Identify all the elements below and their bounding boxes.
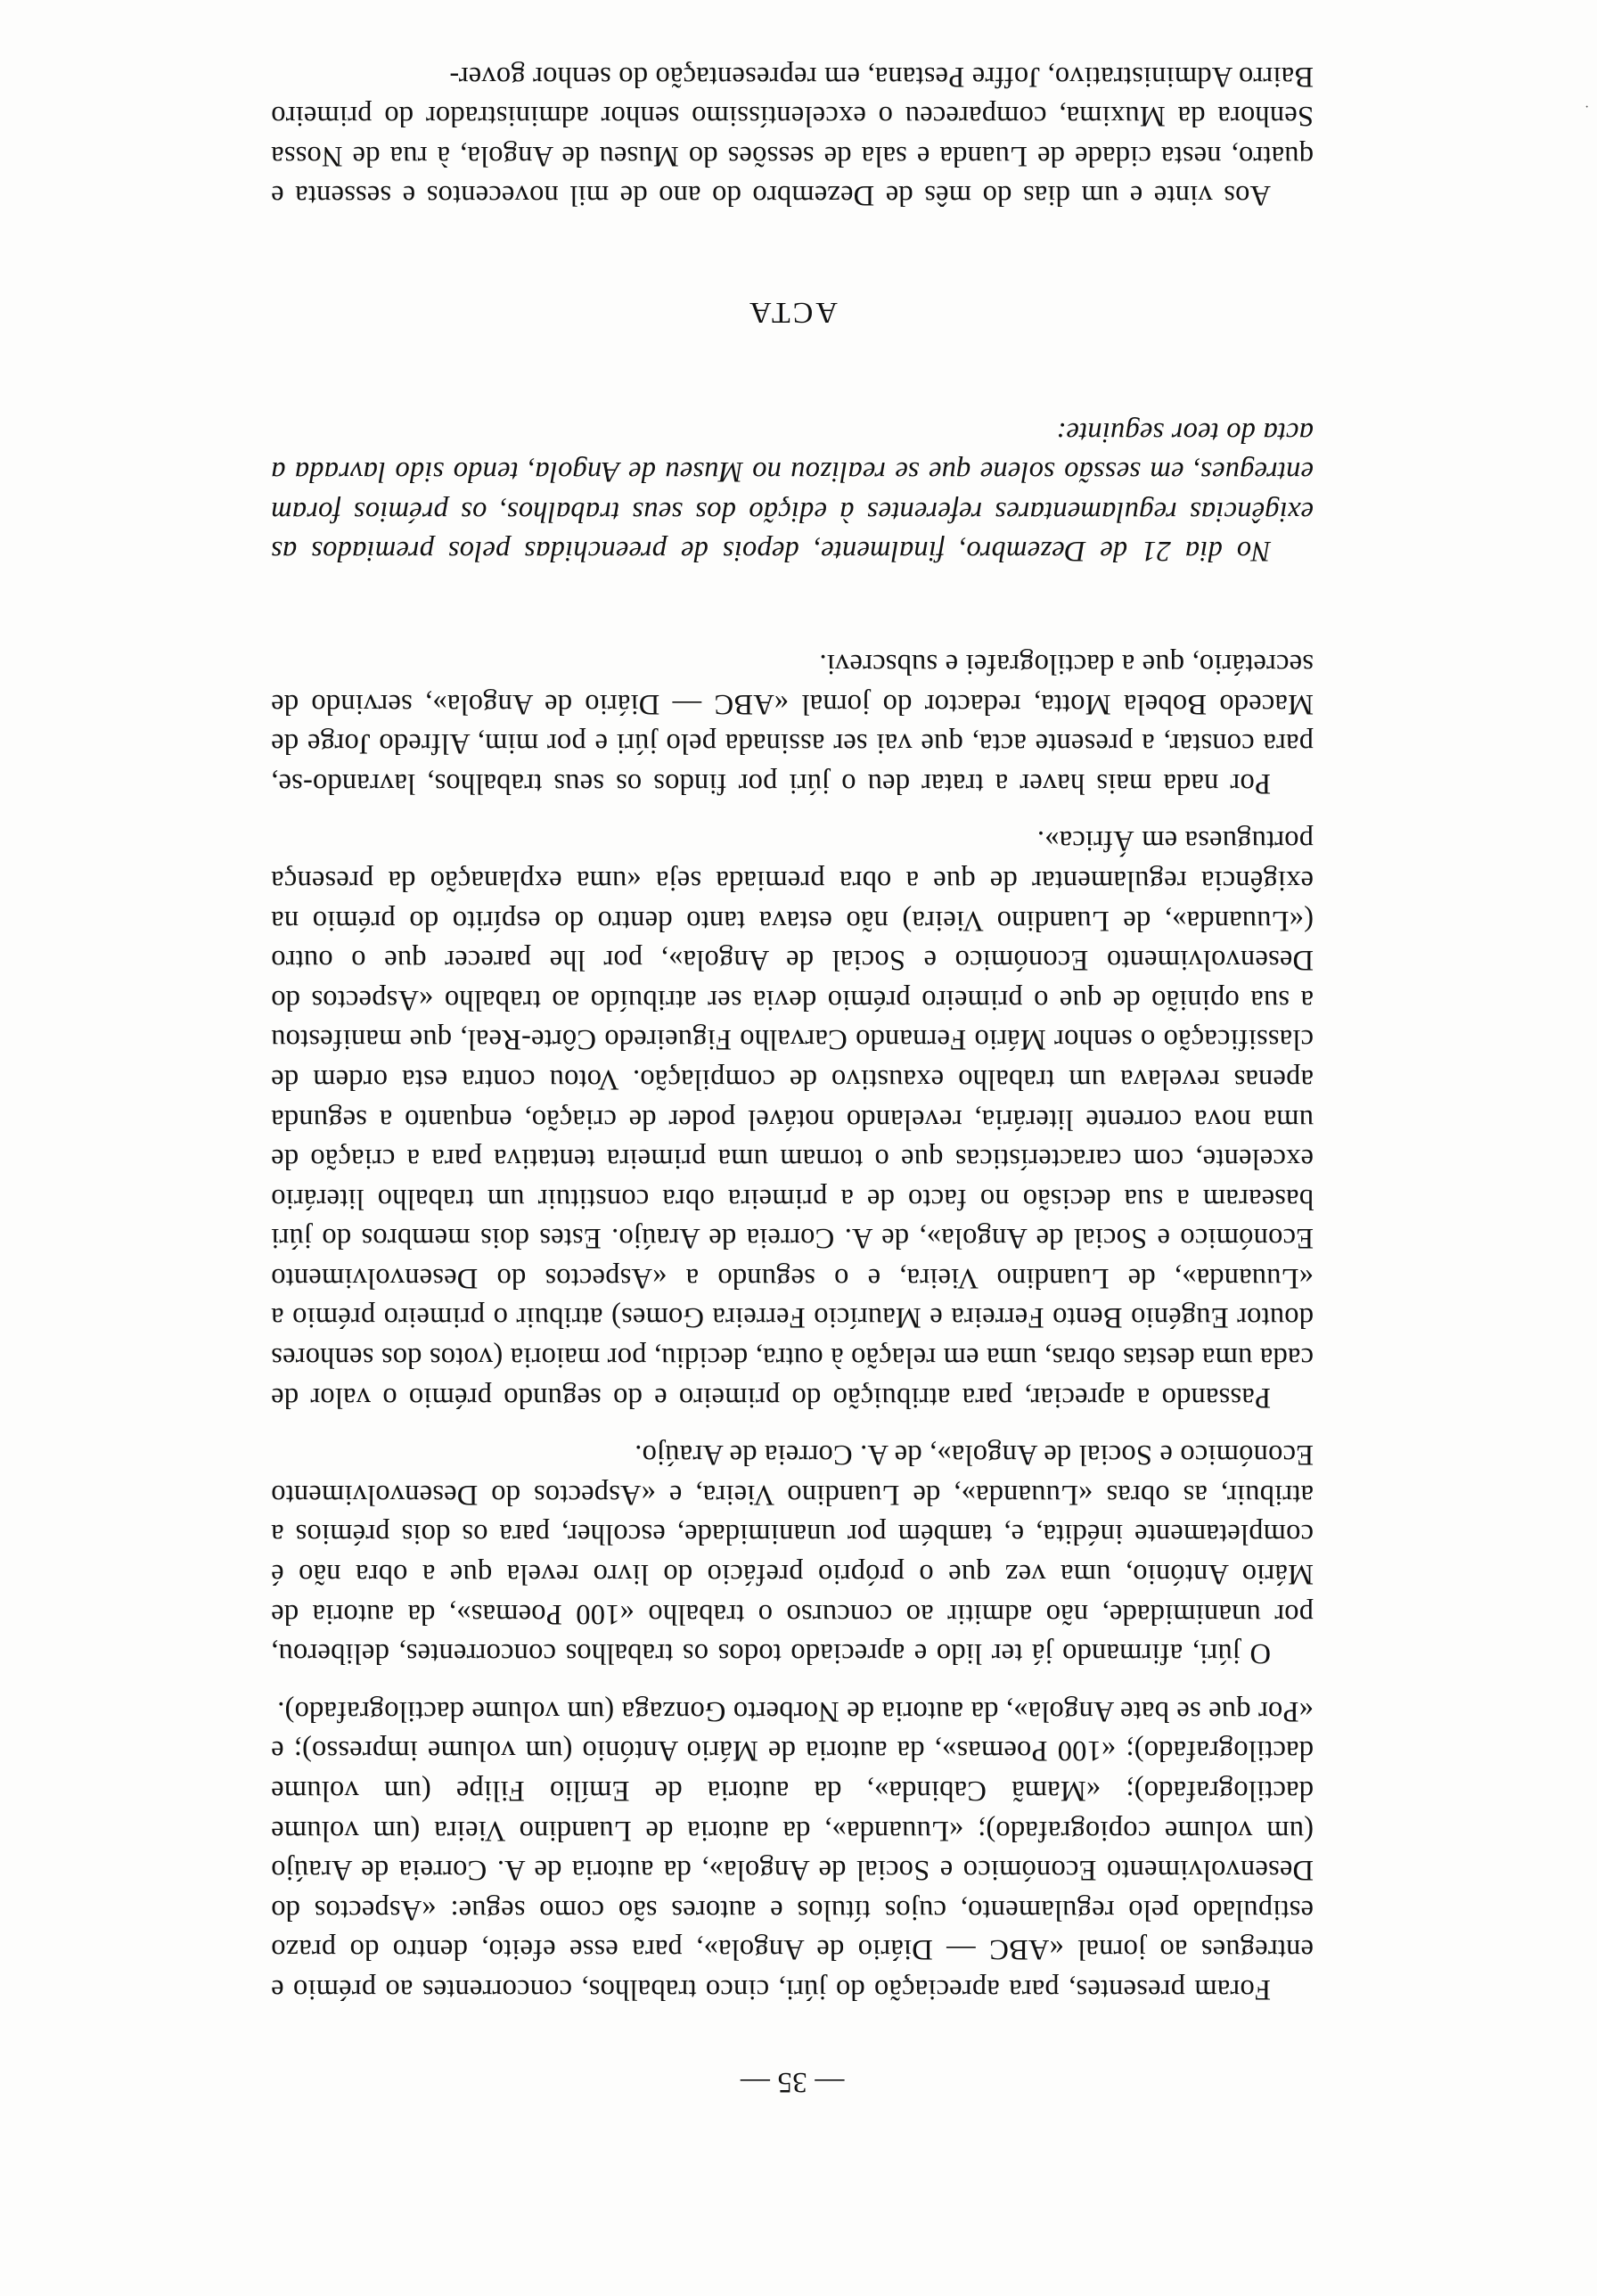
paragraph-jury-deliberation: O júri, afirmando já ter lido e apreciado todos os trabalhos concorrentes, deliberou, por unanimidade, não admitir ao concurso o trabalho «100 Poemas», da autoria de Mário António, uma vez que o próprio prefácio do livro revela que a obra não é completamente inédita, e, também por unanimidade, escolher, para os dois prémios a atribuir, as obras «Luuanda», de Luandino Vieira, e «Aspectos do Desenvolvimento Económico e Social de Angola», de A. Correia de Araújo. (271, 1439, 1314, 1670)
paragraph-closing-minutes: Por nada mais haver a tratar deu o júri por findos os seus trabalhos, lavrando-se, para constar, a presente acta, que vai ser assinada pelo júri e por mim, Alfredo Jorge de Macedo Bobela Motta, redactor do jornal «ABC — Diário de Angola», servindo de secretário, que a dactilografei e subscrevi. (271, 648, 1314, 800)
italic-preamble: No dia 21 de Dezembro, finalmente, depois de preenchidas pelos premiados as exigências regulamentares referentes à edição dos seus trabalhos, os prémios foram entregues, em sessão solene que se realizou no Museu de Angola, tendo sido lavrada a acta do teor seguinte: (271, 415, 1314, 568)
page-number: — 35 — (740, 2066, 845, 2098)
paragraph-candidates: Foram presentes, para apreciação do júri, cinco trabalhos, concorrentes ao prémio e entregues ao jornal «ABC — Diário de Angola», para esse efeito, dentro do prazo estipulado pelo regulamento, cujos títulos e autores são como segue: «Aspectos do Desenvolvimento Económico e Social de Angola», da autoria de A. Correia de Araújo (um volume copiografado); «Luuanda», da autoria de Luandino Vieira (um volume dactilografado); «Mamã Cabinda», da autoria de Emílio Filipe (um volume dactilografado); «100 Poemas», da autoria de Mário António (um volume impresso); e «Por que se bate Angola», da autoria de Norberto Gonzaga (um volume dactilografado). (271, 1694, 1314, 2005)
paragraph-prize-ranking: Passando a apreciar, para atribuição do primeiro e do segundo prémio o valor de cada uma destas obras, uma em relação à outra, decidiu, por maioria (votos dos senhores doutor Eugénio Bento Ferreira e Maurício Ferreira Gomes) atribuir o primeiro prémio a «Luuanda», de Luandino Vieira, e o segundo a «Aspectos do Desenvolvimento Económico e Social de Angola», de A. Correia de Araújo. Estes dois membros do júri basearam a sua decisão no facto de a primeira obra constituir um trabalho literário excelente, com características que o tornam uma primeira tentativa para a criação de uma nova corrente literária, revelando notável poder de criação, enquanto a segunda apenas revelava um trabalho exaustivo de compilação. Votou contra esta ordem de classificação o senhor Mário Fernando Carvalho Figueiredo Côrte-Real, que manifestou a sua opinião de que o primeiro prémio devia ser atribuído ao trabalho «Aspectos do Desenvolvimento Económico e Social de Angola», por lhe parecer que o outro («Luuanda», de Luandino Vieira) não estava tanto dentro do espírito do prémio na exigência regulamentar de que a obra premiada seja «uma explanação da presença portuguesa em África». (271, 824, 1314, 1414)
scan-speck: · (1585, 100, 1590, 115)
paragraph-acta-opening: Aos vinte e um dias do mês de Dezembro do ano de mil novecentos e sessenta e quatro, nesta cidade de Luanda e sala de sessões do Museu de Angola, à rua de Nossa Senhora da Muxima, compareceu o excelentíssimo senhor administrador do primeiro Bairro Administrativo, Joffre Pestana, em representação do senhor gover- (271, 60, 1314, 212)
page-text-block (271, 56, 1314, 2102)
acta-heading: ACTA (747, 296, 838, 330)
